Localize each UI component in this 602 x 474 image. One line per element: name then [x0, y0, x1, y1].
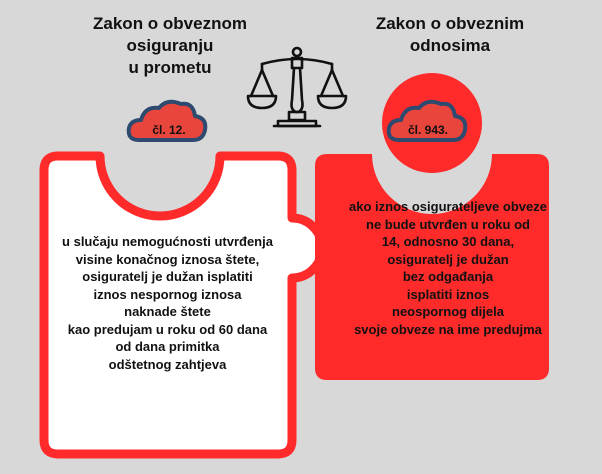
left-provision-text [40, 233, 295, 373]
left-article-label: čl. 12. [152, 123, 186, 137]
left-title-line: Zakon o obveznom [93, 14, 247, 33]
right-text-line: ako iznos osigurateljeve obveze [349, 199, 547, 214]
right-text-line: ne bude utvrđen u roku od [366, 216, 530, 232]
right-text-line: osiguratelj je dužan [387, 251, 509, 267]
left-title-line: u prometu [128, 58, 212, 77]
right-title-line: odnosima [409, 36, 491, 55]
right-article-label: čl. 943. [407, 123, 449, 137]
left-title [70, 13, 270, 79]
left-text-line: iznos nespornog iznosa [93, 286, 242, 302]
right-text-line: neospornog dijela [392, 304, 504, 319]
right-text-line: bez odgađanja [402, 269, 494, 284]
left-text-line: kao predujam u roku od 60 dana [67, 321, 268, 337]
right-text-line: svoje obveze na ime predujma [354, 321, 542, 337]
right-title [340, 13, 560, 57]
left-text-line: naknade štete [124, 304, 211, 319]
left-text-line: odštetnog zahtjeva [108, 356, 227, 372]
left-text-line: u slučaju nemogućnosti utvrđenja [62, 234, 273, 249]
right-text-line: 14, odnosno 30 dana, [381, 234, 515, 249]
left-text-line: visine konačnog iznosa štete, [75, 251, 260, 267]
right-title-line: Zakon o obveznim [375, 14, 525, 33]
right-text-line: isplatiti iznos [406, 286, 490, 302]
left-title-line: osiguranju [126, 36, 214, 55]
right-provision-text [318, 198, 578, 338]
left-text-line: od dana primitka [115, 339, 220, 354]
left-text-line: osiguratelj je dužan isplatiti [82, 269, 253, 284]
